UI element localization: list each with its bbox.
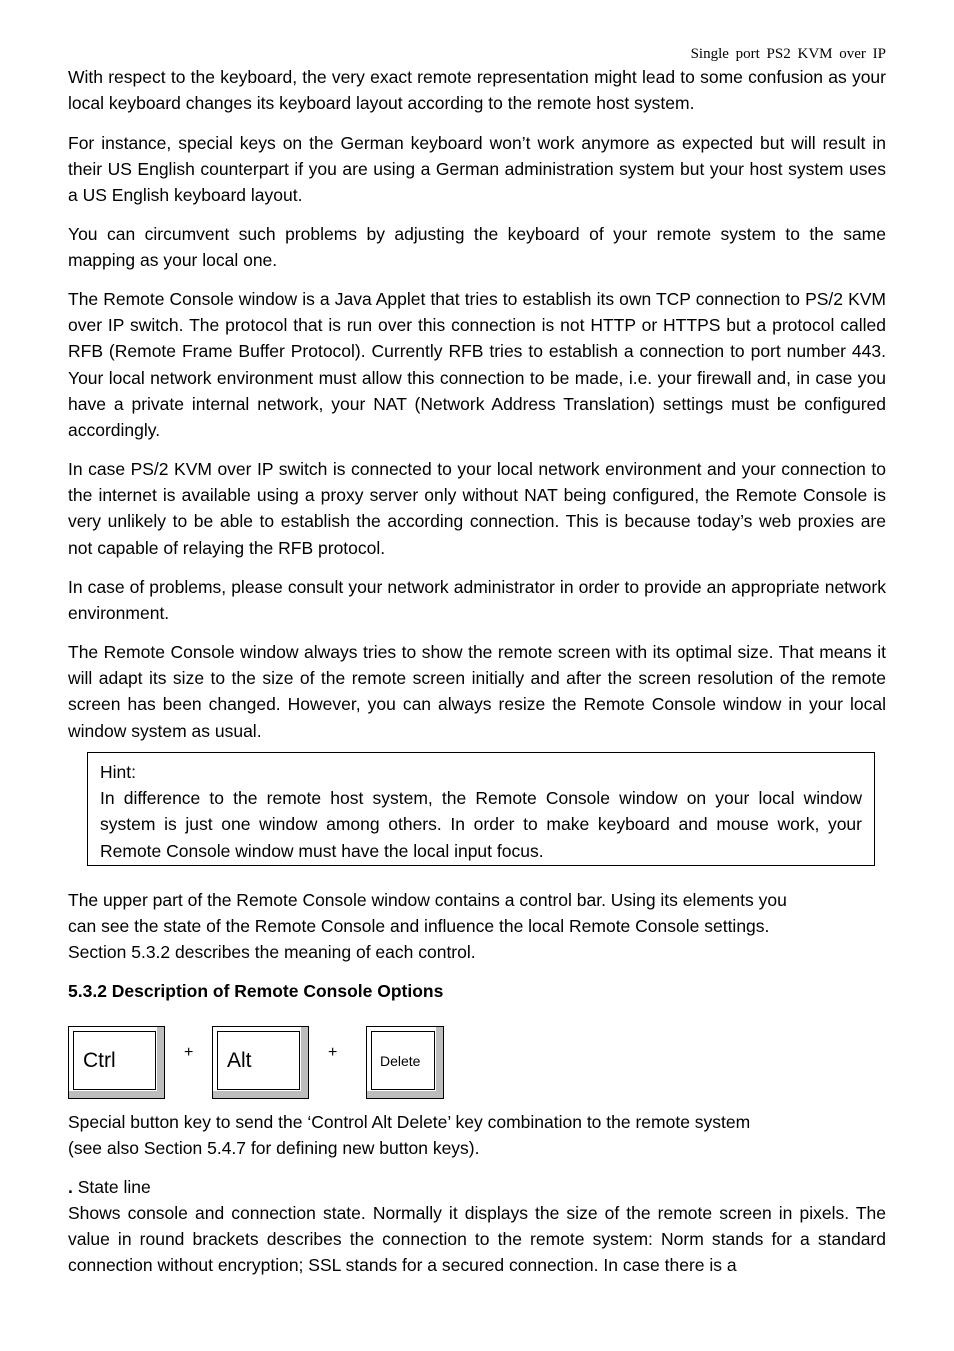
running-header: Single port PS2 KVM over IP — [690, 46, 886, 62]
paragraph-proxy: In case PS/2 KVM over IP switch is connected to your local network environment and your connection to the internet is available using a proxy server only without NAT being configured, the Remote Console is very unlikely to be able to establish the according connection. This is because today’s web proxies are not capable of relaying the RFB protocol. — [68, 459, 886, 558]
state-line-title-text: State line — [77, 1177, 151, 1197]
delete-key-button[interactable] — [366, 1026, 444, 1099]
state-line-title — [68, 1174, 886, 1200]
alt-key-button[interactable] — [212, 1026, 309, 1099]
plus-sign: + — [184, 1044, 194, 1061]
paragraph-control-bar-3: Section 5.3.2 describes the meaning of each control. — [68, 942, 476, 962]
ctrl-key-button[interactable] — [68, 1026, 165, 1099]
delete-key-label: Delete — [380, 1053, 421, 1069]
state-line-bullet: . — [68, 1177, 73, 1197]
paragraph-optimal-size: The Remote Console window always tries to show the remote screen with its optimal size. That means it will adapt its size to the size of the remote screen initially and after the screen resolution of the remote screen has been changed. However, you can always resize the Remote Console window in your local window system as usual. — [68, 642, 886, 741]
paragraph-control-bar-2: can see the state of the Remote Console and influence the local Remote Console settings. — [68, 916, 770, 936]
paragraph-problems: In case of problems, please consult your network administrator in order to provide an appropriate network environment. — [68, 577, 886, 624]
state-line-description: Shows console and connection state. Normally it displays the size of the remote screen in pixels. The value in round brackets describes the connection to the remote system: Norm stands for a standard connection without encryption; SSL stands for a secured connection. In case there is a — [68, 1203, 886, 1276]
ctrl-key-label: Ctrl — [83, 1049, 116, 1072]
hint-text: In difference to the remote host system, the Remote Console window on your local window system is just one window among others. In order to make keyboard and mouse work, your Remote Console window must have the local input focus. — [100, 788, 862, 861]
paragraph-control-bar-1: The upper part of the Remote Console window contains a control bar. Using its elements you — [68, 890, 787, 910]
section-heading: 5.3.2 Description of Remote Console Options — [68, 981, 444, 1001]
hint-label: Hint: — [100, 762, 136, 782]
plus-sign: + — [328, 1044, 338, 1061]
paragraph-java-applet: The Remote Console window is a Java Applet that tries to establish its own TCP connection to PS/2 KVM over IP switch. The protocol that is run over this connection is not HTTP or HTTPS but a protocol called RFB (Remote Frame Buffer Protocol). Currently RFB tries to establish a connection to port number 443. Your local network environment must allow this connection to be made, i.e. your firewall and, in case you have a private internal network, your NAT (Network Address Translation) settings must be configured accordingly. — [68, 289, 886, 441]
paragraph-keyboard-confusion: With respect to the keyboard, the very exact remote representation might lead to some confusion as your local keyboard changes its keyboard layout according to the remote host system. — [68, 67, 886, 114]
paragraph-german-keyboard: For instance, special keys on the German keyboard won’t work anymore as expected but will result in their US English counterpart if you are using a German administration system but your host system uses a US English keyboard layout. — [68, 133, 886, 206]
special-button-line-2: (see also Section 5.4.7 for defining new button keys). — [68, 1138, 480, 1158]
paragraph-circumvent: You can circumvent such problems by adjusting the keyboard of your remote system to the same mapping as your local one. — [68, 224, 886, 271]
hint-box — [87, 752, 875, 866]
special-button-line-1: Special button key to send the ‘Control Alt Delete’ key combination to the remote system — [68, 1112, 751, 1132]
alt-key-label: Alt — [227, 1049, 252, 1072]
